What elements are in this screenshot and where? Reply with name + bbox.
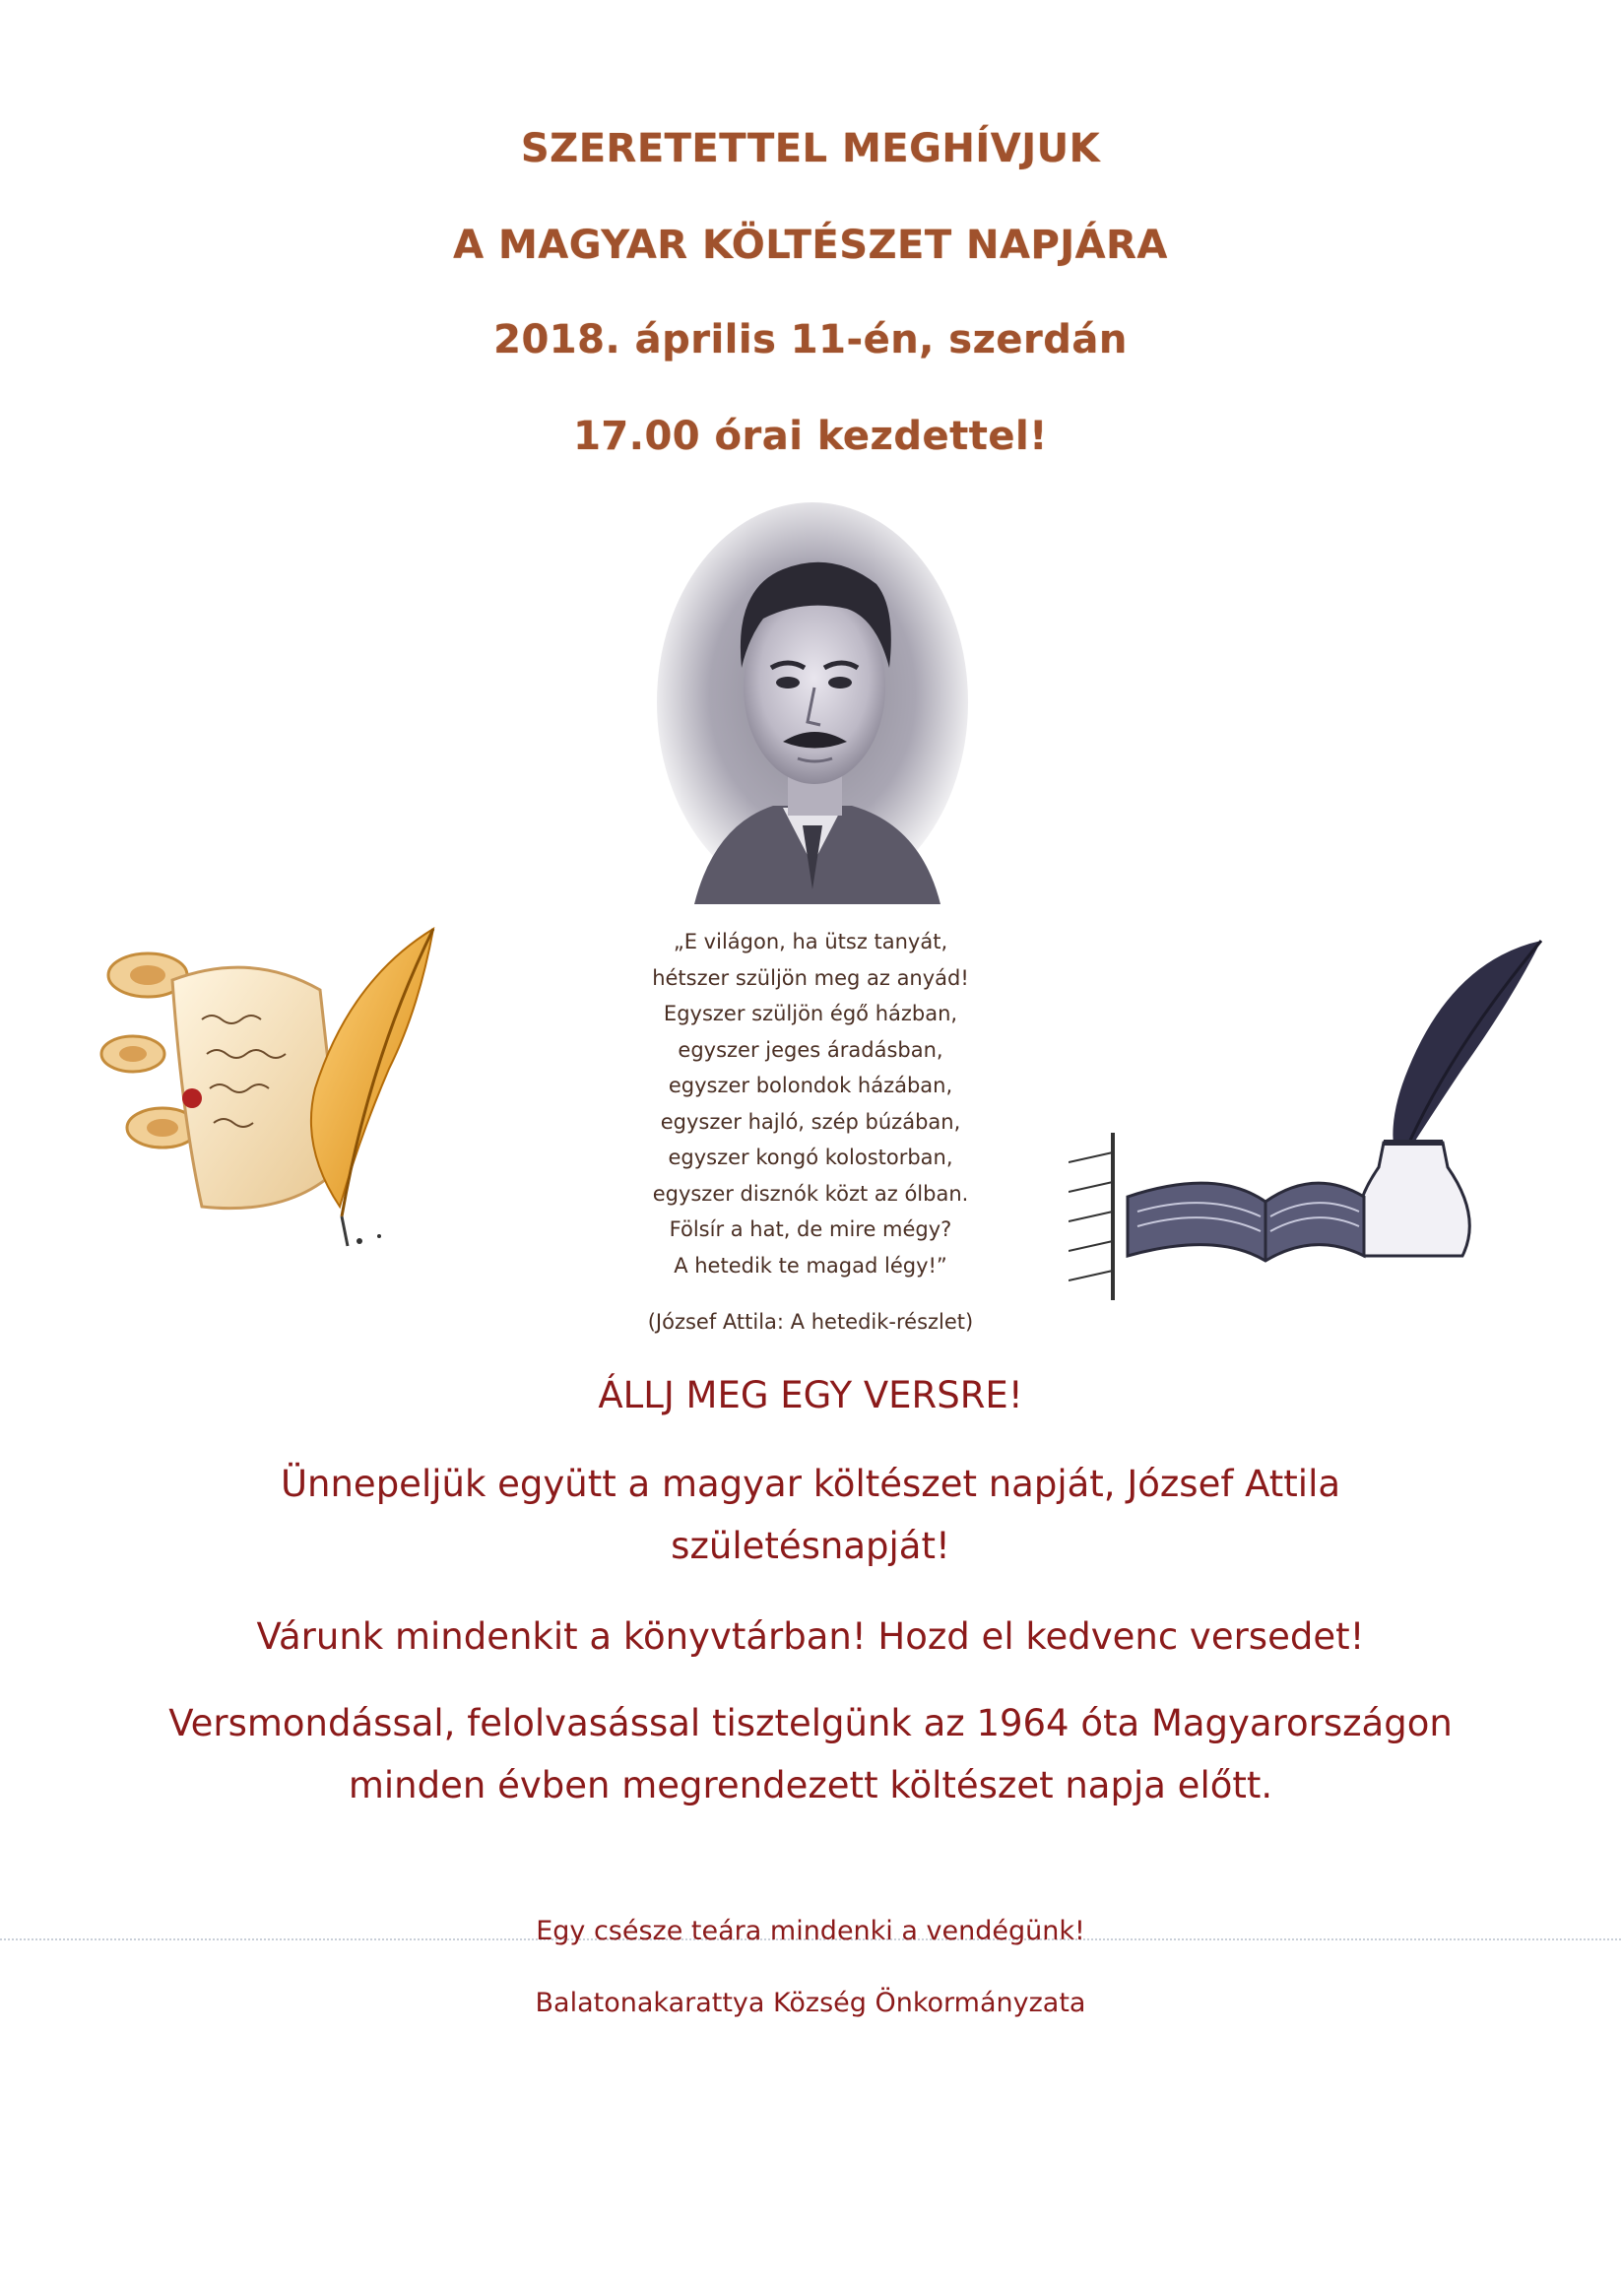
poem-line: egyszer hajló, szép búzában, — [660, 1109, 961, 1134]
header-time: 17.00 órai kezdettel! — [573, 414, 1048, 459]
invitation-paragraph: Várunk mindenkit a könyvtárban! Hozd el kedvenc versedet! — [256, 1615, 1365, 1658]
poem-line: „E világon, ha ütsz tanyát, — [673, 930, 948, 953]
organizer: Balatonakarattya Község Önkormányzata — [535, 1988, 1086, 2018]
poet-portrait — [655, 500, 970, 904]
header-line-2: A MAGYAR KÖLTÉSZET NAPJÁRA — [453, 223, 1168, 268]
poem-citation: (József Attila: A hetedik-részlet) — [647, 1310, 974, 1334]
inkwell-and-book-illustration — [1069, 921, 1546, 1310]
event-description-paragraph: Versmondással, felolvasással tisztelgünk az 1964 óta Magyarországon minden évben megrendezett költészet napja előtt. — [168, 1702, 1453, 1806]
header-date: 2018. április 11-én, szerdán — [493, 317, 1128, 362]
poem-line: egyszer disznók közt az ólban. — [652, 1181, 969, 1206]
poem-line: egyszer bolondok házában, — [668, 1074, 953, 1097]
poem-line: Egyszer szüljön égő házban, — [663, 1002, 958, 1025]
poem-line: egyszer jeges áradásban, — [678, 1037, 943, 1062]
tea-note: Egy csésze teára mindenki a vendégünk! — [536, 1916, 1085, 1946]
poem-excerpt — [551, 924, 1070, 1283]
poem-line: hétszer szüljön meg az anyád! — [652, 965, 969, 990]
scroll-and-quill-illustration — [94, 921, 458, 1256]
poem-line: A hetedik te magad légy!” — [674, 1253, 947, 1278]
callout-heading: ÁLLJ MEG EGY VERSRE! — [598, 1374, 1023, 1416]
header-line-1: SZERETETTEL MEGHÍVJUK — [520, 126, 1101, 171]
poem-line: egyszer kongó kolostorban, — [668, 1146, 953, 1169]
celebration-paragraph: Ünnepeljük együtt a magyar költészet napját, József Attila születésnapját! — [280, 1463, 1341, 1567]
poem-line: Fölsír a hat, de mire mégy? — [669, 1217, 952, 1241]
